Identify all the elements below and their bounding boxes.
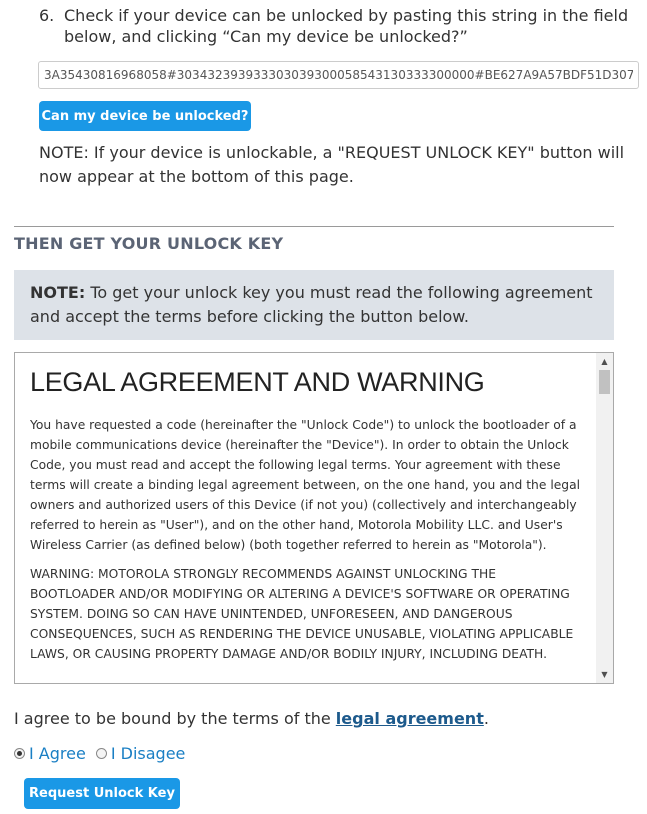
legal-scrollbar[interactable]: [596, 353, 613, 683]
step-text: Check if your device can be unlocked by pasting this string in the field below, and clicking “Can my device be unlocked?”: [64, 6, 629, 46]
unlockable-note: NOTE: If your device is unlockable, a "REQUEST UNLOCK KEY" button will now appear at the bottom of this page.: [39, 143, 625, 186]
step-instruction: [39, 5, 629, 47]
legal-agreement-content: [30, 365, 585, 673]
scroll-up-arrow-icon[interactable]: ▲: [601, 357, 608, 366]
disagree-radio-label[interactable]: I Disagee: [110, 744, 186, 763]
scroll-thumb[interactable]: [599, 370, 610, 394]
request-unlock-key-button[interactable]: Request Unlock Key: [24, 778, 180, 809]
agree-radio-label[interactable]: I Agree: [29, 744, 86, 763]
legal-agreement-link[interactable]: legal agreement: [335, 709, 484, 728]
agreement-statement: [14, 709, 489, 728]
legal-warning-paragraph: WARNING: MOTOROLA STRONGLY RECOMMENDS AGAINST UNLOCKING THE BOOTLOADER AND/OR MODIFYING OR ALTERING A DEVICE'S SOFTWARE OR OPERATING SYSTEM. DOING SO CAN HAVE UNINTENDED, UNFORESEEN, AND DANGEROUS CONSEQUENCES, SUCH AS RENDERING THE DEVICE UNUSABLE, VIOLATING APPLICABLE LAWS, OR CAUSING PROPERTY DAMAGE AND/OR BODILY INJURY, INCLUDING DEATH.: [30, 567, 574, 661]
note-text: To get your unlock key you must read the following agreement and accept the terms before clicking the button below.: [30, 283, 593, 326]
note-box: [14, 270, 614, 340]
agree-radio-group: [14, 744, 195, 763]
legal-title: LEGAL AGREEMENT AND WARNING: [30, 367, 485, 397]
unlock-string-input[interactable]: [38, 61, 639, 89]
note-label: NOTE:: [30, 283, 86, 302]
legal-paragraph: You have requested a code (hereinafter the "Unlock Code") to unlock the bootloader of a mobile communications device (hereinafter the "Device"). In order to obtain the Unlock Code, you must read and accept the following legal terms. Your agreement with these terms will create a binding legal agreement between, on the one hand, you and the legal owners and authorized users of this Device (if not you) (collectively and interchangeably referred to herein as "User"), and on the other hand, Motorola Mobility LLC. and User's Wireless Carrier (as defined below) (both together referred to herein as "Motorola").: [30, 418, 581, 552]
disagree-radio[interactable]: [96, 748, 107, 759]
agreement-prefix: I agree to be bound by the terms of the: [14, 709, 336, 728]
section-divider: [14, 226, 614, 227]
legal-agreement-box[interactable]: [14, 352, 614, 684]
step-number: 6.: [39, 6, 55, 25]
check-unlockable-button[interactable]: Can my device be unlocked?: [39, 101, 251, 131]
agree-radio[interactable]: [14, 748, 25, 759]
agreement-suffix: .: [483, 709, 489, 728]
scroll-down-arrow-icon[interactable]: ▼: [601, 670, 608, 679]
section-heading: THEN GET YOUR UNLOCK KEY: [14, 234, 284, 253]
